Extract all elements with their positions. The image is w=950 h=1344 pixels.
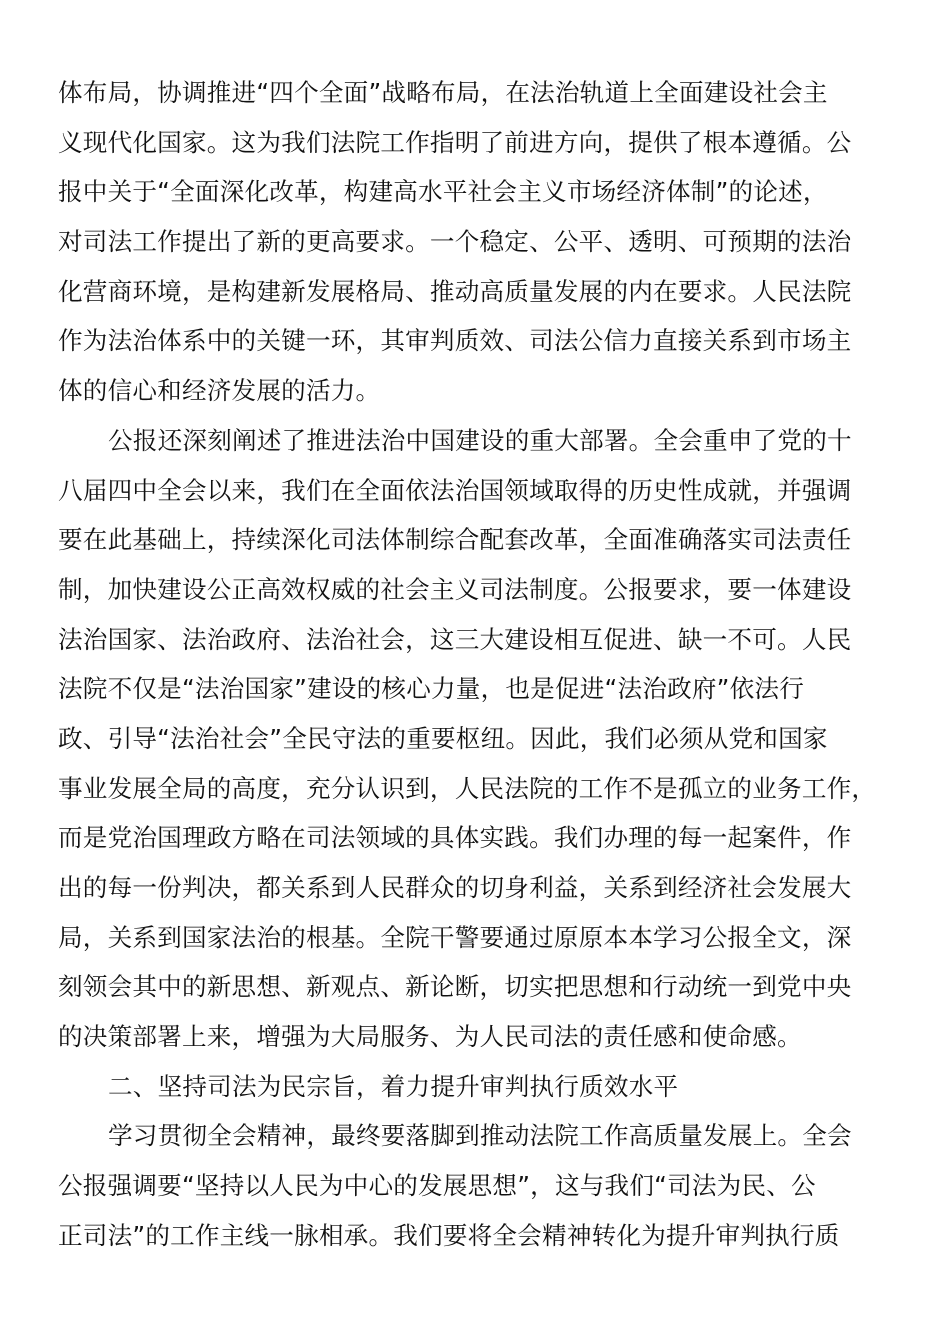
text-line: 法治国家、法治政府、法治社会，这三大建设相互促进、缺一不可。人民 xyxy=(58,624,852,654)
text-line: 刻领会其中的新思想、新观点、新论断，切实把思想和行动统一到党中央 xyxy=(58,972,852,1002)
text-line: 要在此基础上，持续深化司法体制综合配套改革，全面准确落实司法责任 xyxy=(58,525,852,555)
text-line: 的决策部署上来，增强为大局服务、为人民司法的责任感和使命感。 xyxy=(58,1022,802,1052)
text-line: 政、引导“法治社会”全民守法的重要枢纽。因此，我们必须从党和国家 xyxy=(58,723,828,753)
text-line-first: 公报还深刻阐述了推进法治中国建设的重大部署。全会重申了党的十 xyxy=(108,425,852,455)
text-line: 作为法治体系中的关键一环，其审判质效、司法公信力直接关系到市场主 xyxy=(58,326,852,356)
text-line: 局，关系到国家法治的根基。全院干警要通过原原本本学习公报全文，深 xyxy=(58,922,852,952)
text-line: 法院不仅是“法治国家”建设的核心力量，也是促进“法治政府”依法行 xyxy=(58,674,804,704)
text-line: 化营商环境，是构建新发展格局、推动高质量发展的内在要求。人民法院 xyxy=(58,276,852,306)
text-line: 报中关于“全面深化改革，构建高水平社会主义市场经济体制”的论述， xyxy=(58,177,828,207)
text-line: 对司法工作提出了新的更高要求。一个稳定、公平、透明、可预期的法治 xyxy=(58,227,852,257)
text-line: 而是党治国理政方略在司法领域的具体实践。我们办理的每一起案件，作 xyxy=(58,823,852,853)
text-line: 体布局，协调推进“四个全面”战略布局，在法治轨道上全面建设社会主 xyxy=(58,78,828,107)
paragraph-national-governance xyxy=(58,68,888,416)
paragraph-rule-of-law-china xyxy=(58,416,888,1062)
section-heading-text: 二、坚持司法为民宗旨，着力提升审判执行质效水平 xyxy=(108,1071,679,1101)
section-heading-2 xyxy=(58,1062,888,1112)
text-line: 制，加快建设公正高效权威的社会主义司法制度。公报要求，要一体建设 xyxy=(58,574,852,604)
text-line: 正司法”的工作主线一脉相承。我们要将全会精神转化为提升审判执行质 xyxy=(58,1220,840,1250)
text-line: 出的每一份判决，都关系到人民群众的切身利益，关系到经济社会发展大 xyxy=(58,873,852,902)
text-line: 事业发展全局的高度，充分认识到，人民法院的工作不是孤立的业务工作， xyxy=(58,773,877,803)
text-line: 八届四中全会以来，我们在全面依法治国领域取得的历史性成就，并强调 xyxy=(58,475,852,505)
text-line: 义现代化国家。这为我们法院工作指明了前进方向，提供了根本遵循。公 xyxy=(58,127,852,157)
document-page xyxy=(58,68,888,1261)
text-line-first: 学习贯彻全会精神，最终要落脚到推动法院工作高质量发展上。全会 xyxy=(108,1121,852,1151)
text-line: 公报强调要“坚持以人民为中心的发展思想”，这与我们“司法为民、公 xyxy=(58,1171,816,1201)
paragraph-high-quality-development xyxy=(58,1111,888,1260)
text-line: 体的信心和经济发展的活力。 xyxy=(58,376,381,406)
